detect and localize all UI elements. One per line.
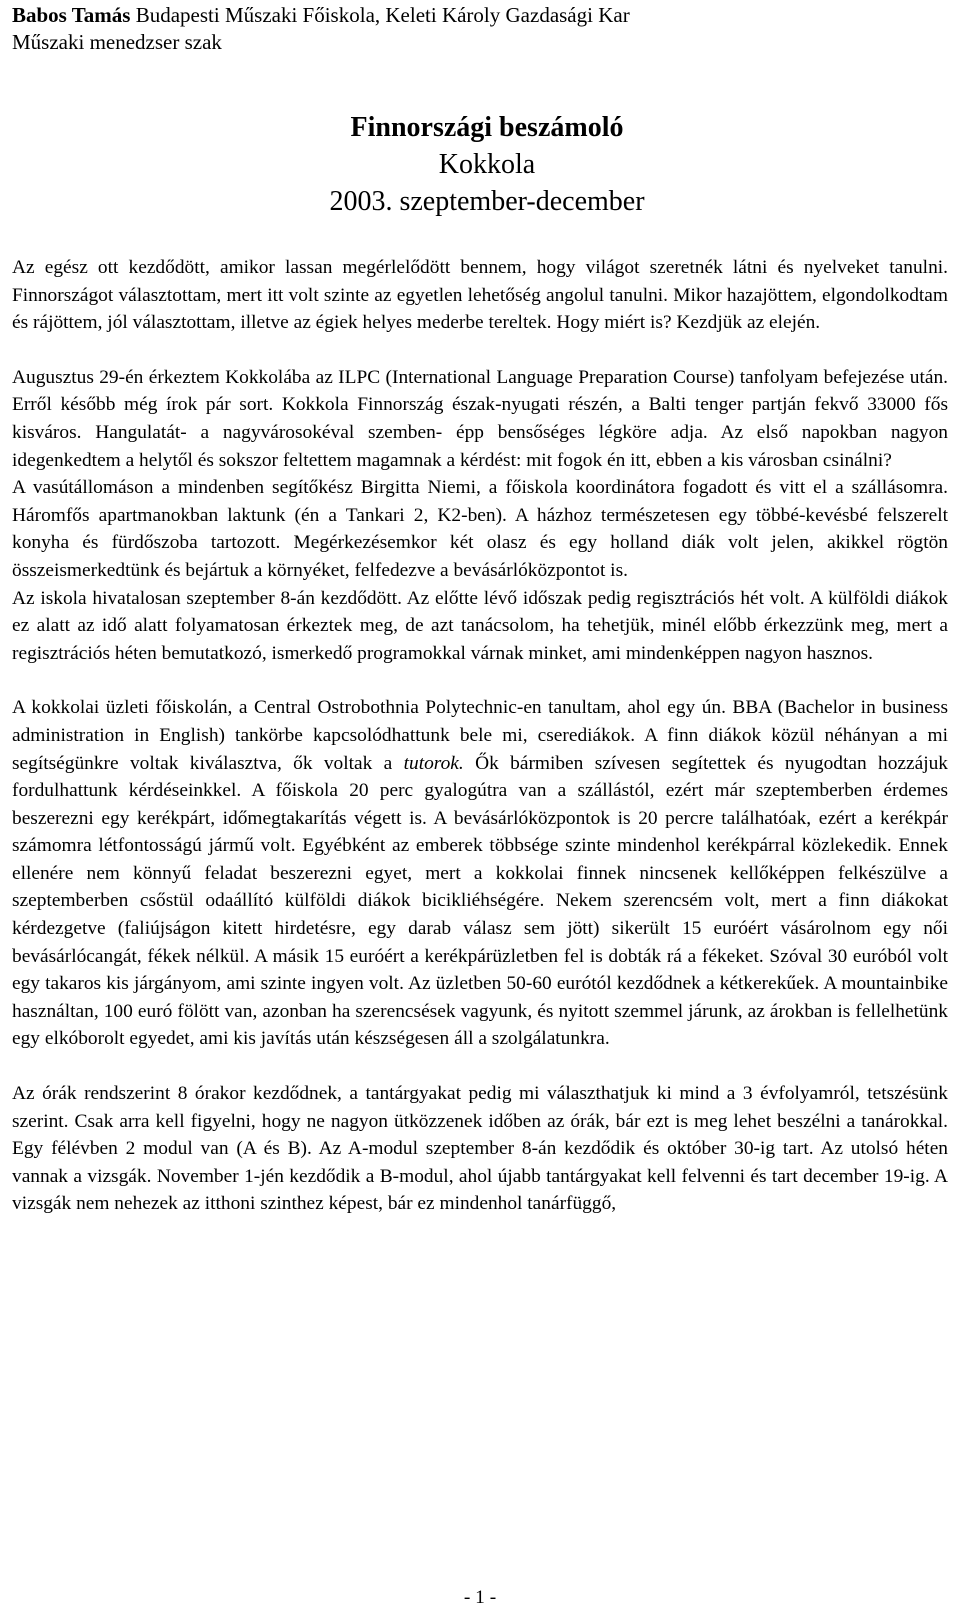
author-line	[12, 2, 948, 29]
document-body	[12, 254, 948, 1218]
paragraph-classes: Az órák rendszerint 8 órakor kezdődnek, a tantárgyakat pedig mi választhatjuk ki mind a 3 évfolyamról, tetszésünk szerint. Csak arra kell figyelni, hogy ne nagyon ütközzenek időben az órák, bár ezt is meg lehet beszélni a tanárokkal. Egy félévben 2 modul van (A és B). Az A-modul szeptember 8-án kezdődik és október 30-ig tart. Az utolsó héten vannak a vizsgák. November 1-jén kezdődik a B-modul, ahol újabb tantárgyakat kell felvenni és tart december 19-ig. A vizsgák nem nehezek az itthoni szinthez képest, bár ez mindenhol tanárfüggő,	[12, 1083, 948, 1215]
page-number: - 1 -	[463, 1587, 497, 1608]
document-period: 2003. szeptember-december	[329, 186, 645, 217]
paragraph-arrival: Augusztus 29-én érkeztem Kokkolába az ILPC (International Language Preparation Course) tanfolyam befejezése után. Erről később még írok pár sort. Kokkola Finnország észak-nyugati részén, a Balti tenger partján fekvő 33000 fős kisváros. Hangulatát- a nagyvárosokéval szemben- épp bensőséges légköre adja. Az első napokban nagyon idegenkedtem a helytől és sokszor feltettem magamnak a kérdést: mit fogok én itt, ebben a kis városban csinálni?	[12, 366, 948, 471]
document-page	[6, 0, 954, 1620]
author-name: Babos Tamás	[12, 3, 131, 27]
paragraph-intro: Az egész ott kezdődött, amikor lassan megérlelődött bennem, hogy világot szeretnék látni és nyelveket tanulni. Finnországot választottam, mert itt volt szinte az egyetlen lehetőség angolul tanulni. Mikor hazajöttem, elgondolkodtam és rájöttem, jól választottam, illetve az égiek helyes mederbe tereltek. Hogy miért is? Kezdjük az elején.	[12, 257, 948, 334]
paragraph-polytechnic	[12, 694, 948, 1053]
paragraph-polytechnic-text-2: Ők bármiben szívesen segítettek és nyugodtan hozzájuk fordulhattunk kérdéseinkkel. A főiskola 20 perc gyalogútra van a szállástól, ezért már szeptemberben érdemes beszerezni egy kerékpárt, időmegtakarítás végett is. A bevásárlóközpontok is 20 percre találhatóak, ezért a kerékpár számomra létfontosságú jármű volt. Egyébként az emberek többsége szinte mindenhol kerékpárral közlekedik. Ennek ellenére nem könnyű feladat beszerezni egyet, mert a kokkolai finnek nincsenek kellőképpen felkészülve a szeptemberben csőstül odaállító külföldi diákok bicikliéhségére. Nekem szerencsém volt, mert a finn diákokat kérdezgetve (faliújságon kitett hirdetésre, egy darab válasz sem jött) sikerült 15 euróért vásárolnom egy női bevásárlócangát, fékek nélkül. A másik 15 euróért a kerékpárüzletben fel is dobták rá a fékeket. Szóval 30 euróból volt egy takaros kis járgányom, ami szinte ingyen volt. Az üzletben 50-60 eurótól kezdődnek a kétkerekűek. A mountainbike használtan, 100 euró fölött van, azonban ha szerencsések vagyunk, és nyitott szemmel járunk, az árokban is fellelhetünk egy elkóborolt egyedet, ami kis javítás után készségesen áll a szolgálatunkra.	[12, 752, 949, 1050]
document-title: Finnországi beszámoló	[350, 112, 624, 143]
paragraph-accommodation: A vasútállomáson a mindenben segítőkész Birgitta Niemi, a főiskola koordinátora fogadott és vitt el a szállásomra. Háromfős apartmanokban laktunk (én a Tankari 2, K2-ben). A házhoz természetesen egy többé-kevésbé felszerelt konyha és fürdőszoba tartozott. Megérkezésemkor két olasz és egy holland diák volt jelen, akikkel rögtön összeismerkedtünk és bejártuk a környéket, felfedezve a bevásárlóközpontot is.	[12, 477, 948, 581]
title-block	[12, 109, 948, 220]
paragraph-polytechnic-italic: tutorok.	[403, 752, 464, 774]
program-name: Műszaki menedzser szak	[12, 30, 222, 54]
paragraph-school-start: Az iskola hivatalosan szeptember 8-án kezdődött. Az előtte lévő időszak pedig regisztrációs hét volt. A külföldi diákok ez alatt az idő alatt folyamatosan érkeztek meg, de azt tanácsolom, ha tehetjük, minél előbb érkezzünk meg, mert a regisztrációs héten bemutatkozó, ismerkedő programokkal várnak minket, ami mindenképpen nagyon hasznos.	[12, 587, 948, 664]
document-place: Kokkola	[438, 149, 536, 180]
paragraph-polytechnic-text-1: A kokkolai üzleti főiskolán, a Central Ostrobothnia Polytechnic-en tanultam, ahol egy ún. BBA (Bachelor in business administration in English) tankörbe kapcsolódhattunk bele mi, cserediákok. A finn diákok közül néhányan a mi segítségünkre voltak kiválasztva, ők voltak a	[12, 697, 948, 774]
document-header	[12, 2, 948, 56]
institution-name: Budapesti Műszaki Főiskola, Keleti Károly Gazdasági Kar	[135, 3, 630, 27]
